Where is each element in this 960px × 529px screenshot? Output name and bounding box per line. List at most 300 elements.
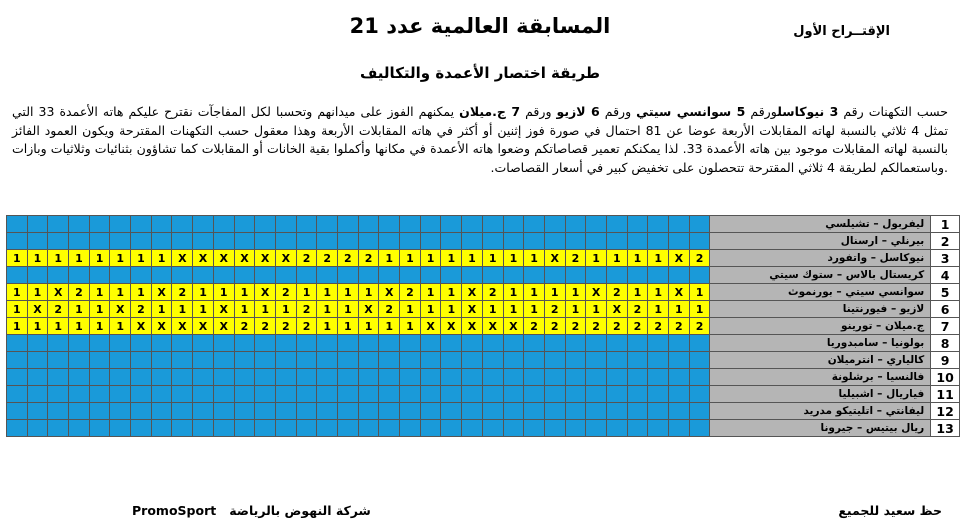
grid-cell [48,335,69,352]
match-number: 5 [931,284,960,301]
grid-cell [234,352,255,369]
match-row [7,403,960,420]
grid-cell [586,420,607,437]
grid-cell: 1 [400,250,421,267]
grid-cell: 1 [420,250,441,267]
grid-cell [276,386,297,403]
grid-cell [358,420,379,437]
grid-cell [606,403,627,420]
grid-cell: X [462,301,483,318]
grid-cell: X [420,318,441,335]
grid-cell [606,267,627,284]
grid-cell: 1 [7,301,28,318]
grid-cell [606,386,627,403]
grid-cell [462,386,483,403]
grid-cell: 1 [565,301,586,318]
grid-cell [193,420,214,437]
grid-cell: X [151,284,172,301]
grid-cell: 1 [565,284,586,301]
grid-cell: 2 [48,301,69,318]
match-teams: فياريال – اشبيليا [710,386,931,403]
grid-cell [69,216,90,233]
grid-cell [131,335,152,352]
grid-cell [441,369,462,386]
grid-cell [27,335,48,352]
grid-cell [296,233,317,250]
page-subtitle: طريقة اختصار الأعمدة والتكاليف [359,64,601,82]
grid-cell [420,369,441,386]
grid-cell: 1 [441,301,462,318]
grid-cell [172,420,193,437]
grid-cell [379,352,400,369]
grid-cell: 1 [27,284,48,301]
grid-cell [193,233,214,250]
grid-cell [151,352,172,369]
grid-cell [89,335,110,352]
grid-cell: 1 [131,250,152,267]
grid-cell [586,352,607,369]
grid-cell [7,386,28,403]
grid-cell: 1 [420,284,441,301]
grid-cell: X [544,250,565,267]
grid-cell [565,386,586,403]
grid-cell [668,352,689,369]
grid-cell: 1 [648,301,669,318]
grid-cell: X [151,318,172,335]
grid-cell [524,352,545,369]
grid-cell: 1 [586,301,607,318]
grid-cell [503,233,524,250]
grid-cell [151,335,172,352]
grid-cell: 2 [689,250,710,267]
grid-cell [48,233,69,250]
grid-cell: 2 [565,318,586,335]
grid-cell [172,233,193,250]
grid-cell [296,216,317,233]
grid-cell [648,352,669,369]
grid-cell: 2 [234,318,255,335]
grid-cell: 1 [193,284,214,301]
grid-cell: 1 [89,284,110,301]
grid-cell: X [193,318,214,335]
grid-cell [400,369,421,386]
grid-cell: 1 [276,301,297,318]
match-row [7,216,960,233]
grid-cell [606,352,627,369]
grid-cell [627,352,648,369]
grid-cell [420,335,441,352]
grid-cell [296,352,317,369]
grid-cell: 2 [379,301,400,318]
grid-cell: 2 [69,284,90,301]
grid-cell [317,216,338,233]
grid-cell [462,335,483,352]
grid-cell: 2 [400,284,421,301]
grid-cell: 1 [400,318,421,335]
grid-cell [627,335,648,352]
grid-cell: 2 [689,318,710,335]
grid-cell [110,403,131,420]
grid-cell: X [462,284,483,301]
grid-cell [276,233,297,250]
grid-cell: X [213,318,234,335]
grid-cell [255,267,276,284]
grid-cell [317,352,338,369]
grid-cell [172,352,193,369]
grid-cell [131,352,152,369]
grid-cell [27,386,48,403]
grid-cell [48,420,69,437]
grid-cell [27,216,48,233]
grid-cell: 1 [689,301,710,318]
grid-cell [276,267,297,284]
intro-bold-newcastle: 3 نيوكاسل [777,104,839,119]
grid-cell [689,386,710,403]
grid-cell: 1 [441,250,462,267]
grid-cell [151,369,172,386]
grid-cell [131,233,152,250]
grid-cell [276,352,297,369]
match-row [7,352,960,369]
match-row [7,386,960,403]
grid-cell [7,420,28,437]
grid-cell: 1 [89,250,110,267]
grid-cell [48,352,69,369]
grid-cell [503,386,524,403]
grid-cell [503,267,524,284]
grid-cell: 1 [503,250,524,267]
match-row [7,301,960,318]
grid-cell [586,216,607,233]
grid-cell [213,216,234,233]
grid-cell [234,216,255,233]
match-teams: كالياري – انترميلان [710,352,931,369]
grid-cell [420,386,441,403]
match-number: 3 [931,250,960,267]
grid-cell [48,403,69,420]
grid-cell: 1 [27,250,48,267]
grid-cell: 2 [296,250,317,267]
grid-cell [565,335,586,352]
grid-cell [7,233,28,250]
grid-cell [338,403,359,420]
grid-cell: 2 [296,301,317,318]
grid-cell [668,369,689,386]
grid-cell [213,267,234,284]
grid-cell [379,233,400,250]
grid-cell [689,216,710,233]
grid-cell [544,233,565,250]
grid-cell [27,352,48,369]
match-row [7,420,960,437]
match-row [7,335,960,352]
grid-cell [151,403,172,420]
grid-cell [420,420,441,437]
grid-cell [544,403,565,420]
grid-cell [544,420,565,437]
grid-cell [544,335,565,352]
grid-cell [255,352,276,369]
grid-cell [586,233,607,250]
grid-cell: 1 [627,250,648,267]
grid-cell [627,420,648,437]
grid-cell [606,216,627,233]
grid-cell [48,216,69,233]
grid-cell: X [255,250,276,267]
grid-cell: 2 [296,318,317,335]
grid-cell [400,352,421,369]
grid-cell [193,352,214,369]
grid-cell [503,420,524,437]
grid-cell: 1 [379,318,400,335]
match-teams: ريال بيتيس – جيرونا [710,420,931,437]
grid-cell [668,267,689,284]
grid-cell [110,335,131,352]
grid-cell [255,403,276,420]
grid-cell [27,233,48,250]
match-teams: ج.ميلان – تورينو [710,318,931,335]
grid-cell [317,233,338,250]
grid-cell [503,403,524,420]
grid-cell: 1 [131,284,152,301]
grid-cell [379,267,400,284]
grid-cell [400,335,421,352]
grid-cell [627,369,648,386]
grid-cell [69,335,90,352]
grid-cell [234,420,255,437]
grid-cell: X [48,284,69,301]
match-number: 6 [931,301,960,318]
grid-cell [296,267,317,284]
grid-cell [110,352,131,369]
grid-cell [544,216,565,233]
grid-cell: X [482,318,503,335]
grid-cell [420,216,441,233]
match-teams: نيوكاسل – واتفورد [710,250,931,267]
grid-cell [482,233,503,250]
grid-cell [524,420,545,437]
grid-cell: 2 [317,250,338,267]
grid-cell [7,352,28,369]
grid-cell [462,420,483,437]
grid-cell: X [234,250,255,267]
grid-cell: 1 [338,318,359,335]
intro-bold-milan: 7 ج.ميلان [459,104,521,119]
grid-cell [69,369,90,386]
grid-cell [668,386,689,403]
grid-cell [668,216,689,233]
grid-cell: 2 [627,318,648,335]
grid-cell: 1 [69,318,90,335]
grid-cell [482,403,503,420]
grid-cell [338,386,359,403]
grid-cell: X [358,301,379,318]
grid-cell [89,352,110,369]
grid-cell [89,403,110,420]
page-title: المسابقة العالمية عدد 21 [349,14,611,38]
match-row [7,284,960,301]
grid-cell [668,420,689,437]
grid-cell [503,352,524,369]
grid-cell [255,386,276,403]
grid-cell [317,267,338,284]
grid-cell [317,403,338,420]
grid-cell [317,420,338,437]
grid-cell: 2 [606,284,627,301]
columns-grid [6,215,960,437]
grid-cell: 1 [89,301,110,318]
grid-cell [151,233,172,250]
grid-cell [317,386,338,403]
grid-cell: 1 [234,301,255,318]
grid-cell: 2 [586,318,607,335]
grid-cell [606,233,627,250]
grid-cell: 1 [110,318,131,335]
match-teams: ليفانتي – اتليتيكو مدريد [710,403,931,420]
grid-cell [462,403,483,420]
grid-cell: 1 [213,284,234,301]
grid-cell [524,386,545,403]
grid-cell [462,216,483,233]
grid-cell: 1 [648,250,669,267]
grid-cell [627,233,648,250]
grid-cell [524,267,545,284]
grid-cell [379,335,400,352]
company-name-latin: PromoSport [132,503,217,518]
grid-cell [276,403,297,420]
grid-cell [689,403,710,420]
grid-cell [379,386,400,403]
match-teams: بولونيا – سامبدوريا [710,335,931,352]
grid-cell: 1 [7,318,28,335]
grid-cell: 1 [358,318,379,335]
grid-cell [482,386,503,403]
grid-cell [524,216,545,233]
grid-cell [7,369,28,386]
grid-cell: 2 [131,301,152,318]
grid-cell [193,403,214,420]
grid-cell [48,267,69,284]
match-row [7,267,960,284]
grid-cell [213,335,234,352]
match-row [7,318,960,335]
match-number: 9 [931,352,960,369]
grid-cell [89,233,110,250]
grid-cell [420,233,441,250]
intro-bold-lazio: 6 لازيو [556,104,600,119]
grid-cell [648,386,669,403]
grid-cell: 1 [503,301,524,318]
grid-cell [689,369,710,386]
grid-cell [379,403,400,420]
grid-cell [69,386,90,403]
grid-cell [7,403,28,420]
match-teams: كريستال بالاس – ستوك سيتي [710,267,931,284]
grid-cell: X [255,284,276,301]
grid-cell [234,369,255,386]
grid-cell: 2 [668,318,689,335]
intro-text: يمكنهم الفوز على ميدانهم وتحسبا لكل المفاجآت نقترح عليكم هاته الأعمدة 33 التي تمثل 4 ثلاثي بالنسبة لهاته المقابلات الأربعة عوضا عن 81 احتمال في صورة فوز إثنين أو أكثر في هاته المقابلات الأربعة وهذا معقول حسب التكهنات المقترحة ويكون العمود الفائز بالنسبة لهاته المقابلات موجود بين هاته الأعمدة 33. لذا يمكنكم تعمير قصاصاتكم وضعوا هاته الأعمدة في مكانها وأكملوا بقية الخانات أو المقابلات كما تشاؤون بثنائيات وثلاثيات وبازات .وباستعمالكم لطريقة 4 ثلاثي المقترحة تتحصلون على تخفيض كبير في أسعار القصاصات. [12,104,948,175]
grid-cell [648,335,669,352]
footer-wish: حظ سعيد للجميع [838,503,942,518]
grid-cell [172,369,193,386]
grid-cell: 2 [276,284,297,301]
grid-cell: 1 [193,301,214,318]
grid-cell: 1 [48,250,69,267]
grid-cell: 2 [338,250,359,267]
grid-cell [110,386,131,403]
grid-cell: 1 [503,284,524,301]
grid-cell [69,267,90,284]
grid-cell [69,420,90,437]
grid-cell [358,335,379,352]
grid-cell [151,386,172,403]
grid-cell [503,369,524,386]
grid-cell [338,335,359,352]
match-row [7,233,960,250]
grid-cell: 1 [524,250,545,267]
grid-cell [565,352,586,369]
grid-cell: X [379,284,400,301]
grid-cell: 1 [544,284,565,301]
grid-cell [27,369,48,386]
grid-cell [255,216,276,233]
grid-cell [69,233,90,250]
grid-cell: X [441,318,462,335]
grid-cell [89,216,110,233]
grid-cell [193,216,214,233]
grid-cell [586,369,607,386]
grid-cell [462,369,483,386]
grid-cell [131,386,152,403]
grid-cell [69,403,90,420]
grid-cell [27,403,48,420]
grid-cell [276,369,297,386]
grid-cell [482,335,503,352]
grid-cell [586,403,607,420]
grid-cell [358,267,379,284]
grid-cell [400,216,421,233]
grid-cell [482,369,503,386]
grid-cell: X [668,284,689,301]
grid-cell: 1 [482,301,503,318]
grid-cell: X [110,301,131,318]
grid-cell [524,335,545,352]
grid-cell: X [668,250,689,267]
match-number: 12 [931,403,960,420]
grid-cell: X [172,318,193,335]
grid-cell [441,386,462,403]
grid-cell: 1 [7,250,28,267]
grid-cell [358,403,379,420]
grid-cell: 1 [524,284,545,301]
grid-cell [358,369,379,386]
grid-cell [110,420,131,437]
grid-cell: 1 [379,250,400,267]
grid-cell [586,267,607,284]
grid-cell [48,386,69,403]
grid-cell [213,369,234,386]
grid-cell [89,420,110,437]
grid-cell [441,335,462,352]
grid-cell [668,233,689,250]
grid-cell [131,420,152,437]
grid-cell: X [503,318,524,335]
grid-cell: 1 [48,318,69,335]
grid-cell [317,369,338,386]
grid-cell [193,267,214,284]
grid-cell [482,352,503,369]
